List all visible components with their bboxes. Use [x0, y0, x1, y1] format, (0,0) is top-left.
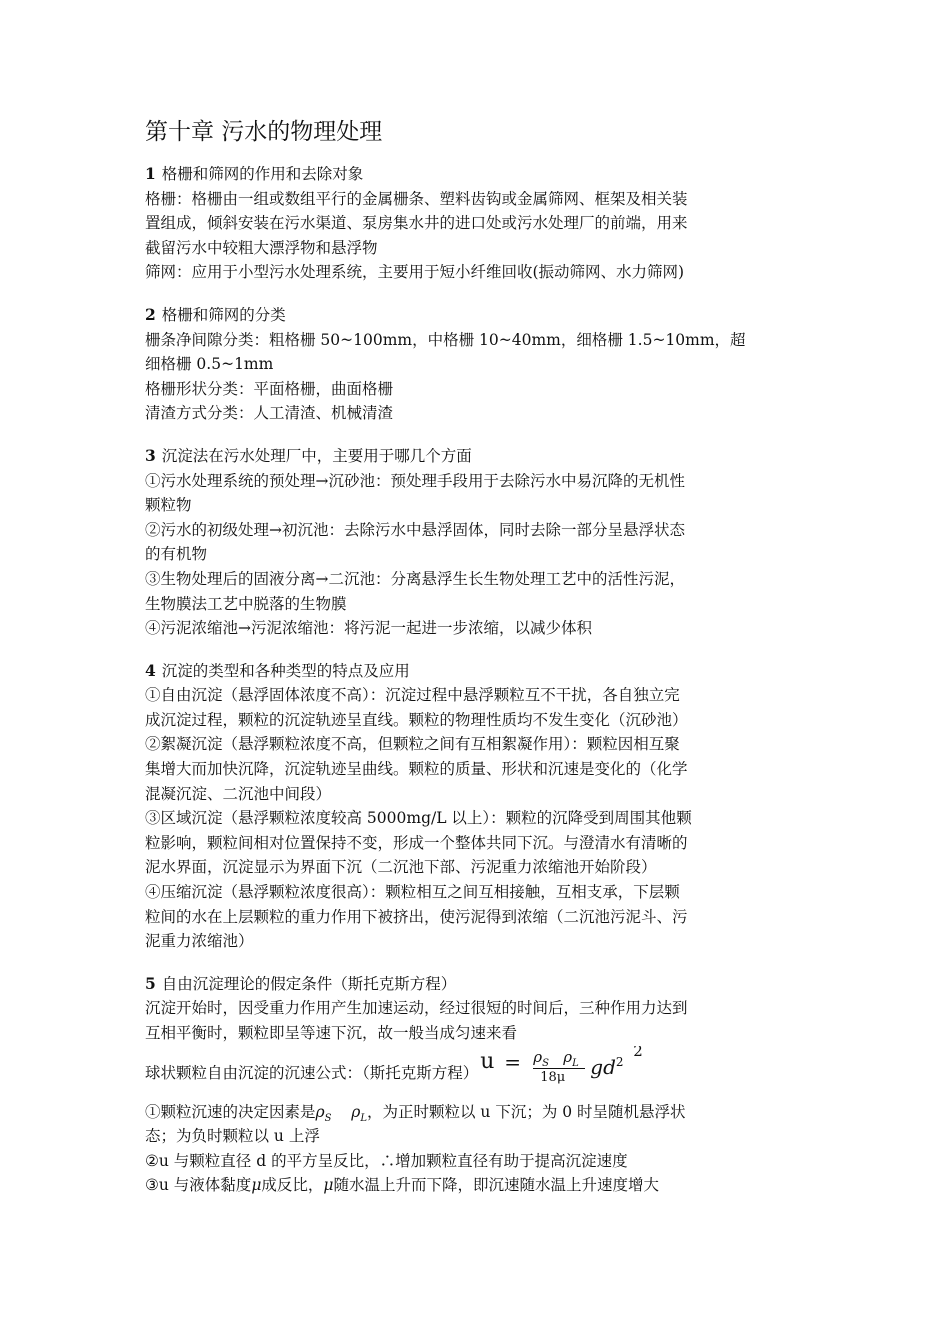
section-heading: [145, 972, 810, 997]
paragraph-line: 置组成，倾斜安装在污水渠道、泵房集水井的进口处或污水处理厂的前端，用来: [145, 214, 688, 233]
paragraph-line: ④污泥浓缩池→污泥浓缩池：将污泥一起进一步浓缩，以减少体积: [145, 619, 592, 638]
heading-text: 格栅和筛网的分类: [161, 305, 286, 324]
paragraph-line: 清渣方式分类：人工清渣、机械清渣: [145, 404, 394, 423]
heading-text: 自由沉淀理论的假定条件（斯托克斯方程）: [161, 974, 457, 993]
paragraph-line: 颗粒物: [145, 496, 192, 515]
paragraph-line: 成沉淀过程，颗粒的沉淀轨迹呈直线。颗粒的物理性质均不发生变化（沉砂池）: [145, 710, 688, 729]
heading-text: 沉淀的类型和各种类型的特点及应用: [161, 661, 410, 680]
formula-gd: $gd^2$: [590, 1054, 624, 1079]
section-number: 1: [145, 164, 156, 183]
paragraph-line: 截留污水中较粗大漂浮物和悬浮物: [145, 238, 378, 257]
mu-symbol: μ: [251, 1176, 262, 1195]
section-heading: [145, 659, 810, 684]
paragraph-line: ④压缩沉淀（悬浮颗粒浓度很高）：颗粒相互之间互相接触，互相支承，下层颗: [145, 883, 680, 902]
paragraph-line: ③u 与液体黏度μ成反比，μ随水温上升而下降，即沉速随水温上升速度增大: [145, 1176, 659, 1195]
paragraph-line: 的有机物: [145, 545, 208, 564]
formula-line: [145, 1046, 810, 1100]
paragraph-line: 泥水界面，沉淀显示为界面下沉（二沉池下部、污泥重力浓缩池开始阶段）: [145, 858, 657, 877]
paragraph-line: 态；为负时颗粒以 u 上浮: [145, 1127, 320, 1146]
paragraph-line: 栅条净间隙分类：粗格栅 50~100mm，中格栅 10~40mm，细格栅 1.5~10mm，超: [145, 330, 746, 349]
rho-l-symbol: $\rho_L$: [351, 1102, 367, 1124]
paragraph-line: ③生物处理后的固液分离→二沉池：分离悬浮生长生物处理工艺中的活性污泥，: [145, 569, 685, 588]
stokes-formula: [478, 1046, 653, 1096]
rho-s-symbol: $\rho_S$: [315, 1102, 332, 1124]
heading-text: 格栅和筛网的作用和去除对象: [161, 165, 364, 183]
paragraph-line: 粒间的水在上层颗粒的重力作用下被挤出，使污泥得到浓缩（二沉池污泥斗、污: [145, 907, 688, 926]
paragraph-line: ①颗粒沉速的决定因素是$\rho_S$ $\rho_L$，为正时颗粒以 u 下沉；为 0 时呈随机悬浮状: [145, 1102, 686, 1124]
section-number: 3: [145, 445, 156, 465]
section-heading: [145, 303, 810, 328]
formula-denominator: 18μ: [540, 1069, 566, 1085]
section-heading: [145, 162, 810, 187]
section-2: [145, 303, 810, 426]
paragraph-line: 泥重力浓缩池）: [145, 932, 254, 951]
paragraph-line: ②u 与颗粒直径 d 的平方呈反比，∴增加颗粒直径有助于提高沉淀速度: [145, 1151, 628, 1170]
document-page: [145, 112, 810, 1216]
paragraph-line: 混凝沉淀、二沉池中间段）: [145, 784, 332, 803]
paragraph-line: 生物膜法工艺中脱落的生物膜: [145, 594, 347, 613]
paragraph-line: 格栅形状分类：平面格栅，曲面格栅: [145, 379, 394, 398]
paragraph-line: 互相平衡时，颗粒即呈等速下沉，故一般当成匀速来看: [145, 1024, 518, 1042]
chapter-title: 第十章 污水的物理处理: [145, 119, 383, 145]
section-heading: [145, 444, 810, 469]
section-number: 5: [145, 973, 156, 993]
heading-text: 沉淀法在污水处理厂中，主要用于哪几个方面: [161, 446, 472, 465]
formula-u: u: [480, 1048, 495, 1074]
section-number: 4: [145, 660, 156, 680]
formula-label: 球状颗粒自由沉淀的沉速公式：（斯托克斯方程）: [145, 1063, 479, 1082]
paragraph-line: 细格栅 0.5~1mm: [145, 355, 274, 374]
mu-symbol: μ: [323, 1176, 334, 1195]
paragraph-line: ③区域沉淀（悬浮颗粒浓度较高 5000mg/L 以上）：颗粒的沉降受到周围其他颗: [145, 809, 692, 828]
fraction-bar: [533, 1068, 585, 1069]
formula-equals: =: [504, 1049, 522, 1074]
paragraph-line: 格栅：格栅由一组或数组平行的金属栅条、塑料齿钩或金属筛网、框架及相关装: [145, 189, 688, 208]
section-1: [145, 162, 810, 285]
formula-power: 2: [633, 1045, 643, 1060]
paragraph-line: 集增大而加快沉降，沉淀轨迹呈曲线。颗粒的质量、形状和沉速是变化的（化学: [145, 760, 688, 779]
section-3: [145, 444, 810, 641]
paragraph-line: 沉淀开始时，因受重力作用产生加速运动，经过很短的时间后，三种作用力达到: [145, 999, 688, 1018]
section-5: [145, 972, 810, 1198]
paragraph-line: ①污水处理系统的预处理→沉砂池：预处理手段用于去除污水中易沉降的无机性: [145, 471, 685, 490]
paragraph-line: ②污水的初级处理→初沉池：去除污水中悬浮固体，同时去除一部分呈悬浮状态: [145, 520, 685, 539]
formula-numerator: $\rho_S$ $\rho_L$: [533, 1047, 579, 1069]
paragraph-line: ①自由沉淀（悬浮固体浓度不高）：沉淀过程中悬浮颗粒互不干扰，各自独立完: [145, 686, 680, 705]
section-number: 2: [145, 304, 156, 324]
paragraph-line: 筛网：应用于小型污水处理系统，主要用于短小纤维回收(振动筛网、水力筛网): [145, 263, 685, 282]
section-4: [145, 659, 810, 954]
paragraph-line: ②絮凝沉淀（悬浮颗粒浓度不高，但颗粒之间有互相絮凝作用）：颗粒因相互聚: [145, 735, 680, 754]
paragraph-line: 粒影响，颗粒间相对位置保持不变，形成一个整体共同下沉。与澄清水有清晰的: [145, 833, 688, 852]
